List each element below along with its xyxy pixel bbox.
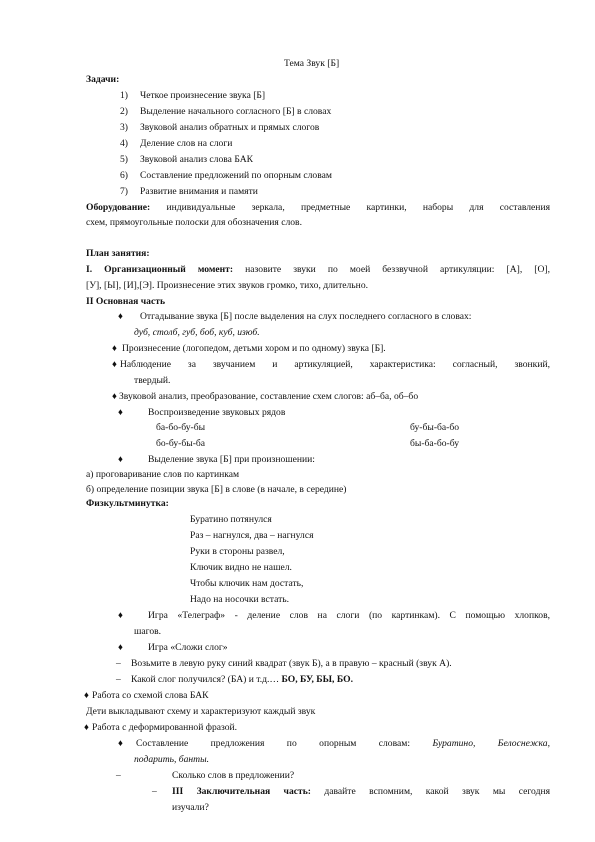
list-item: Сколько слов в предложении? — [172, 770, 295, 781]
fizminutka-heading: Физкультминутка: — [86, 498, 169, 509]
task-item: Развитие внимания и памяти — [140, 186, 258, 197]
bullet-icon: ♦ — [84, 722, 89, 733]
task-number: 5) — [120, 154, 128, 165]
plan-heading: План занятия: — [86, 248, 150, 259]
equipment-line: Оборудование: индивидуальные зеркала, предметные картинки, наборы для составления — [86, 202, 550, 213]
list-item: Наблюдение за звучанием и артикуляцией, характеристика: согласный, звонкий, — [120, 359, 550, 370]
section-1-line: I. Организационный момент: назовите звуки по моей беззвучной артикуляции: [А], [О], — [86, 264, 551, 275]
section-3-line: III Заключительная часть: давайте вспомним, какой звук мы сегодня — [172, 786, 550, 797]
list-item: Воспроизведение звуковых рядов — [148, 407, 286, 418]
list-item: Выделение звука [Б] при произношении: — [148, 454, 315, 465]
section-1-line: [У], [Ы], [И],[Э]. Произнесение этих звуков громко, тихо, длительно. — [86, 280, 369, 291]
poem-line: Ключик видно не нашел. — [190, 562, 292, 573]
list-item: Возьмите в левую руку синий квадрат (звук Б), а в правую – красный (звук А). — [131, 658, 452, 669]
list-item: Игра «Сложи слог» — [148, 642, 228, 653]
list-item: Какой слог получился? (БА) и т.д.… БО, БУ, БЫ, БО. — [131, 674, 353, 685]
bullet-icon: ♦ — [112, 391, 117, 402]
bullet-icon: ♦ — [118, 454, 123, 465]
task-number: 4) — [120, 138, 128, 149]
task-item: Четкое произнесение звука [Б] — [140, 90, 266, 101]
dash-icon: – — [116, 674, 121, 685]
bullet-icon: ♦ — [118, 738, 123, 749]
poem-line: Чтобы ключик нам достать, — [190, 578, 304, 589]
task-number: 6) — [120, 170, 128, 181]
sub-item: б) определение позиции звука [Б] в слове (в начале, в середине) — [86, 484, 347, 495]
bullet-icon: ♦ — [118, 407, 123, 418]
list-item: Работа с деформированной фразой. — [92, 722, 238, 733]
task-number: 2) — [120, 106, 128, 117]
poem-line: Надо на носочки встать. — [190, 594, 290, 605]
task-number: 1) — [120, 90, 128, 101]
task-item: Звуковой анализ слова БАК — [140, 154, 254, 165]
list-item: Игра «Телеграф» - деление слов на слоги (по картинкам). С помощью хлопков, — [148, 610, 550, 621]
list-item-continuation: подарить, банты. — [134, 754, 210, 765]
bullet-icon: ♦ — [84, 690, 89, 701]
bullet-icon: ♦ — [112, 359, 117, 370]
list-item-continuation: шагов. — [134, 626, 162, 637]
section-2-heading: II Основная часть — [86, 296, 166, 307]
paragraph: Дети выкладывают схему и характеризуют каждый звук — [86, 706, 316, 717]
word-list: дуб, столб, губ, боб, куб, изюб. — [134, 327, 260, 338]
section-3-line: изучали? — [172, 802, 209, 813]
dash-icon: – — [116, 658, 121, 669]
task-item: Деление слов на слоги — [140, 138, 233, 149]
dash-icon: – — [152, 786, 157, 797]
tasks-heading: Задачи: — [86, 74, 120, 85]
sub-item: а) проговаривание слов по картинкам — [86, 469, 240, 480]
page-title: Тема Звук [Б] — [284, 58, 340, 69]
sound-row: бы-ба-бо-бу — [410, 438, 460, 449]
list-item: Отгадывание звука [Б] после выделения на слух последнего согласного в словах: — [140, 311, 472, 322]
list-item-continuation: твердый. — [134, 375, 171, 386]
list-item: Произнесение (логопедом, детьми хором и по одному) звука [Б]. — [122, 343, 386, 354]
bullet-icon: ♦ — [118, 610, 123, 621]
bullet-icon: ♦ — [118, 311, 123, 322]
list-item: Составление предложения по опорным словам: Буратино, Белоснежка, — [136, 738, 550, 749]
task-number: 3) — [120, 122, 128, 133]
task-item: Составление предложений по опорным словам — [140, 170, 332, 181]
poem-line: Раз – нагнулся, два – нагнулся — [190, 530, 314, 541]
list-item: Звуковой анализ, преобразование, составление схем слогов: аб–ба, об–бо — [119, 391, 419, 402]
sound-row: бо-бу-бы-ба — [156, 438, 206, 449]
sound-row: бу-бы-ба-бо — [410, 422, 460, 433]
poem-line: Буратино потянулся — [190, 514, 272, 525]
task-item: Звуковой анализ обратных и прямых слогов — [140, 122, 320, 133]
bullet-icon: ♦ — [112, 343, 117, 354]
task-item: Выделение начального согласного [Б] в словах — [140, 106, 332, 117]
poem-line: Руки в стороны развел, — [190, 546, 285, 557]
sound-row: ба-бо-бу-бы — [156, 422, 206, 433]
equipment-line: схем, прямоугольные полоски для обозначения слов. — [86, 217, 302, 228]
task-number: 7) — [120, 186, 128, 197]
dash-icon: – — [116, 770, 121, 781]
list-item: Работа со схемой слова БАК — [92, 690, 209, 701]
bullet-icon: ♦ — [118, 642, 123, 653]
